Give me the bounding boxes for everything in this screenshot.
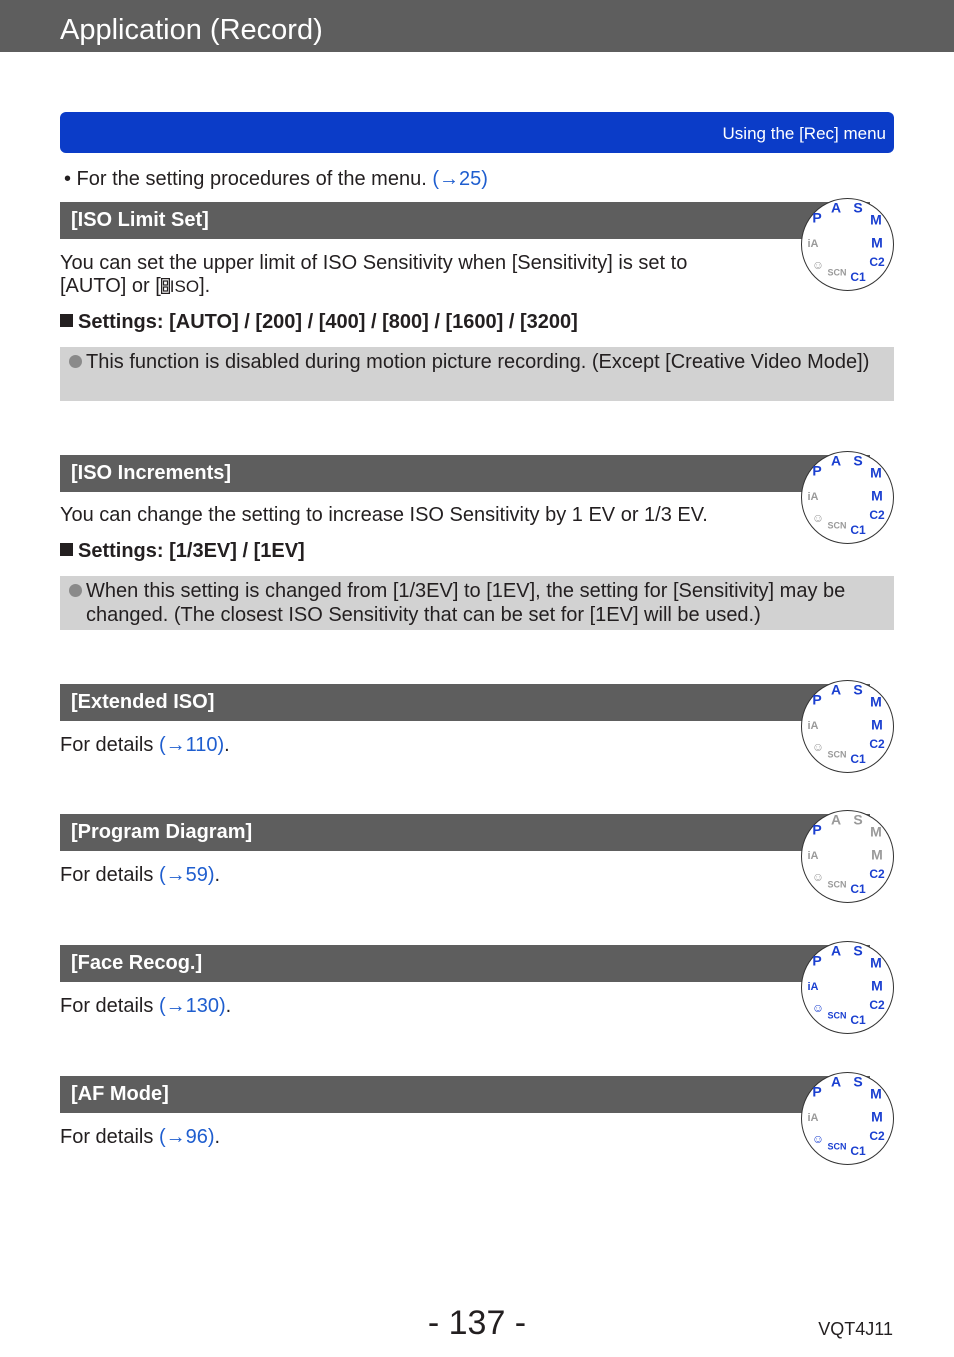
face-recog-details xyxy=(60,995,231,1018)
dial-mode-m: M xyxy=(870,954,882,971)
dial-mode-ia: iA xyxy=(807,490,819,503)
dial-mode-face: ☺ xyxy=(811,870,825,885)
dial-mode-ia: iA xyxy=(807,719,819,732)
description-line-2-end: ]. xyxy=(199,275,211,297)
dial-mode-m: M xyxy=(870,693,882,710)
dial-mode-scn: SCN xyxy=(827,749,847,760)
dial-mode-m: M xyxy=(870,464,882,481)
mode-dial-icon xyxy=(800,809,895,904)
dial-mode-c2: C2 xyxy=(869,255,885,270)
description-line-2-start: [AUTO] or [ xyxy=(60,275,161,297)
note-text: This function is disabled during motion picture recording. (Except [Creative Video Mode]) xyxy=(86,351,870,373)
note-box xyxy=(60,576,894,630)
details-tail: . xyxy=(214,864,221,886)
details-tail: . xyxy=(225,995,232,1017)
section-heading-iso-limit-set xyxy=(60,199,870,239)
details-text: For details xyxy=(60,864,159,886)
dial-mode-m2: M xyxy=(871,977,883,994)
mode-dial-icon xyxy=(800,1071,895,1166)
heading-label: [ISO Limit Set] xyxy=(71,209,209,231)
iso-increments-description: You can change the setting to increase ISO Sensitivity by 1 EV or 1/3 EV. xyxy=(60,504,708,526)
bullet-icon xyxy=(69,355,82,368)
description-line-1: You can set the upper limit of ISO Sensitivity when [Sensitivity] is set to xyxy=(60,252,688,274)
page-title: Application (Record) xyxy=(60,14,323,46)
section-heading-extended-iso xyxy=(60,681,870,721)
dial-mode-face: ☺ xyxy=(811,1001,825,1016)
section-heading-program-diagram xyxy=(60,811,870,851)
dial-mode-p: P xyxy=(812,952,822,969)
dial-mode-face: ☺ xyxy=(811,258,825,273)
heading-label: [ISO Increments] xyxy=(71,462,232,484)
dial-mode-m: M xyxy=(870,211,882,228)
heading-label: [Program Diagram] xyxy=(71,821,253,843)
dial-mode-p: P xyxy=(812,209,822,226)
heading-label: [Face Recog.] xyxy=(71,952,203,974)
section-heading-face-recog xyxy=(60,942,870,982)
bullet-icon xyxy=(69,584,82,597)
dial-mode-c2: C2 xyxy=(869,508,885,523)
dial-mode-p: P xyxy=(812,1083,822,1100)
dial-mode-c2: C2 xyxy=(869,737,885,752)
iso-limit-description xyxy=(60,252,687,298)
dial-mode-a: A xyxy=(830,681,842,698)
dial-mode-m: M xyxy=(870,1085,882,1102)
dial-mode-c2: C2 xyxy=(869,1129,885,1144)
intro-text xyxy=(64,167,488,191)
dial-mode-p: P xyxy=(812,462,822,479)
mode-dial-icon xyxy=(800,940,895,1035)
dial-mode-s: S xyxy=(853,681,863,698)
dial-mode-p: P xyxy=(812,821,822,838)
dial-mode-a: A xyxy=(830,811,842,828)
dial-mode-m: M xyxy=(870,823,882,840)
dial-mode-c1: C1 xyxy=(850,752,866,767)
af-mode-details xyxy=(60,1126,220,1149)
section-banner-label: Using the [Rec] menu xyxy=(722,124,886,143)
details-tail: . xyxy=(224,734,230,756)
section-heading-af-mode xyxy=(60,1073,870,1113)
dial-mode-p: P xyxy=(812,691,822,708)
dial-mode-a: A xyxy=(830,199,842,216)
note-box xyxy=(60,347,894,401)
dial-mode-ia: iA xyxy=(807,237,819,250)
page-link[interactable]: (→96) xyxy=(158,1126,215,1148)
dial-mode-s: S xyxy=(853,811,863,828)
document-code: VQT4J11 xyxy=(818,1319,893,1339)
dial-mode-c1: C1 xyxy=(850,270,866,285)
dial-mode-m2: M xyxy=(871,234,883,251)
dial-mode-m2: M xyxy=(871,487,883,504)
section-heading-iso-increments xyxy=(60,452,870,492)
page-number: - 137 - xyxy=(427,1304,527,1342)
dial-mode-s: S xyxy=(853,199,863,216)
description-line-2 xyxy=(60,275,687,298)
dial-mode-ia: iA xyxy=(807,980,819,993)
dial-mode-scn: SCN xyxy=(827,520,847,531)
dial-mode-c2: C2 xyxy=(869,998,885,1013)
page-link[interactable]: (→59) xyxy=(158,864,215,886)
dial-mode-c1: C1 xyxy=(850,1013,866,1028)
extended-iso-details xyxy=(60,734,230,757)
page-header xyxy=(0,0,954,52)
iso-icon-label: ISO xyxy=(169,277,200,296)
square-bullet-icon xyxy=(60,314,73,327)
page-link[interactable]: (→130) xyxy=(158,995,226,1017)
dial-mode-c2: C2 xyxy=(869,867,885,882)
dial-mode-a: A xyxy=(830,942,842,959)
details-text: For details xyxy=(60,995,159,1017)
dial-mode-scn: SCN xyxy=(827,879,847,890)
heading-label: [Extended ISO] xyxy=(71,691,215,713)
page-link[interactable]: (→110) xyxy=(158,734,225,756)
intro-link[interactable]: (→25) xyxy=(432,168,488,190)
settings-line xyxy=(60,539,305,563)
dial-mode-s: S xyxy=(853,1073,863,1090)
details-tail: . xyxy=(214,1126,221,1148)
dial-mode-ia: iA xyxy=(807,1111,819,1124)
intelligent-iso-icon xyxy=(161,275,199,298)
mode-dial-icon xyxy=(800,450,895,545)
dial-mode-c1: C1 xyxy=(850,882,866,897)
square-bullet-icon xyxy=(60,543,73,556)
dial-mode-ia: iA xyxy=(807,849,819,862)
details-text: For details xyxy=(60,1126,159,1148)
details-text: For details xyxy=(60,734,159,756)
program-diagram-details xyxy=(60,864,220,887)
dial-mode-s: S xyxy=(853,452,863,469)
heading-label: [AF Mode] xyxy=(71,1083,169,1105)
settings-line xyxy=(60,310,578,334)
settings-label: Settings: [1/3EV] / [1EV] xyxy=(78,540,305,562)
dial-mode-scn: SCN xyxy=(827,267,847,278)
note-text: When this setting is changed from [1/3EV] to [1EV], the setting for [Sensitivity] may be changed. (The closest ISO Sensitivity that can be set for [1EV] will be used.) xyxy=(86,580,846,626)
dial-mode-scn: SCN xyxy=(827,1141,847,1152)
intro-body: • For the setting procedures of the menu. xyxy=(64,168,433,190)
dial-mode-c1: C1 xyxy=(850,523,866,538)
dial-mode-a: A xyxy=(830,452,842,469)
dial-mode-scn: SCN xyxy=(827,1010,847,1021)
dial-mode-m2: M xyxy=(871,1108,883,1125)
mode-dial-icon xyxy=(800,679,895,774)
dial-mode-s: S xyxy=(853,942,863,959)
mode-dial-icon xyxy=(800,197,895,292)
dial-mode-face: ☺ xyxy=(811,740,825,755)
dial-mode-face: ☺ xyxy=(811,511,825,526)
dial-mode-a: A xyxy=(830,1073,842,1090)
dial-mode-m2: M xyxy=(871,716,883,733)
iso-box-glyph xyxy=(161,278,170,294)
section-banner xyxy=(60,112,894,153)
dial-mode-face: ☺ xyxy=(811,1132,825,1147)
dial-mode-m2: M xyxy=(871,846,883,863)
dial-mode-c1: C1 xyxy=(850,1144,866,1159)
settings-label: Settings: [AUTO] / [200] / [400] / [800] / [1600] / [3200] xyxy=(78,311,578,333)
